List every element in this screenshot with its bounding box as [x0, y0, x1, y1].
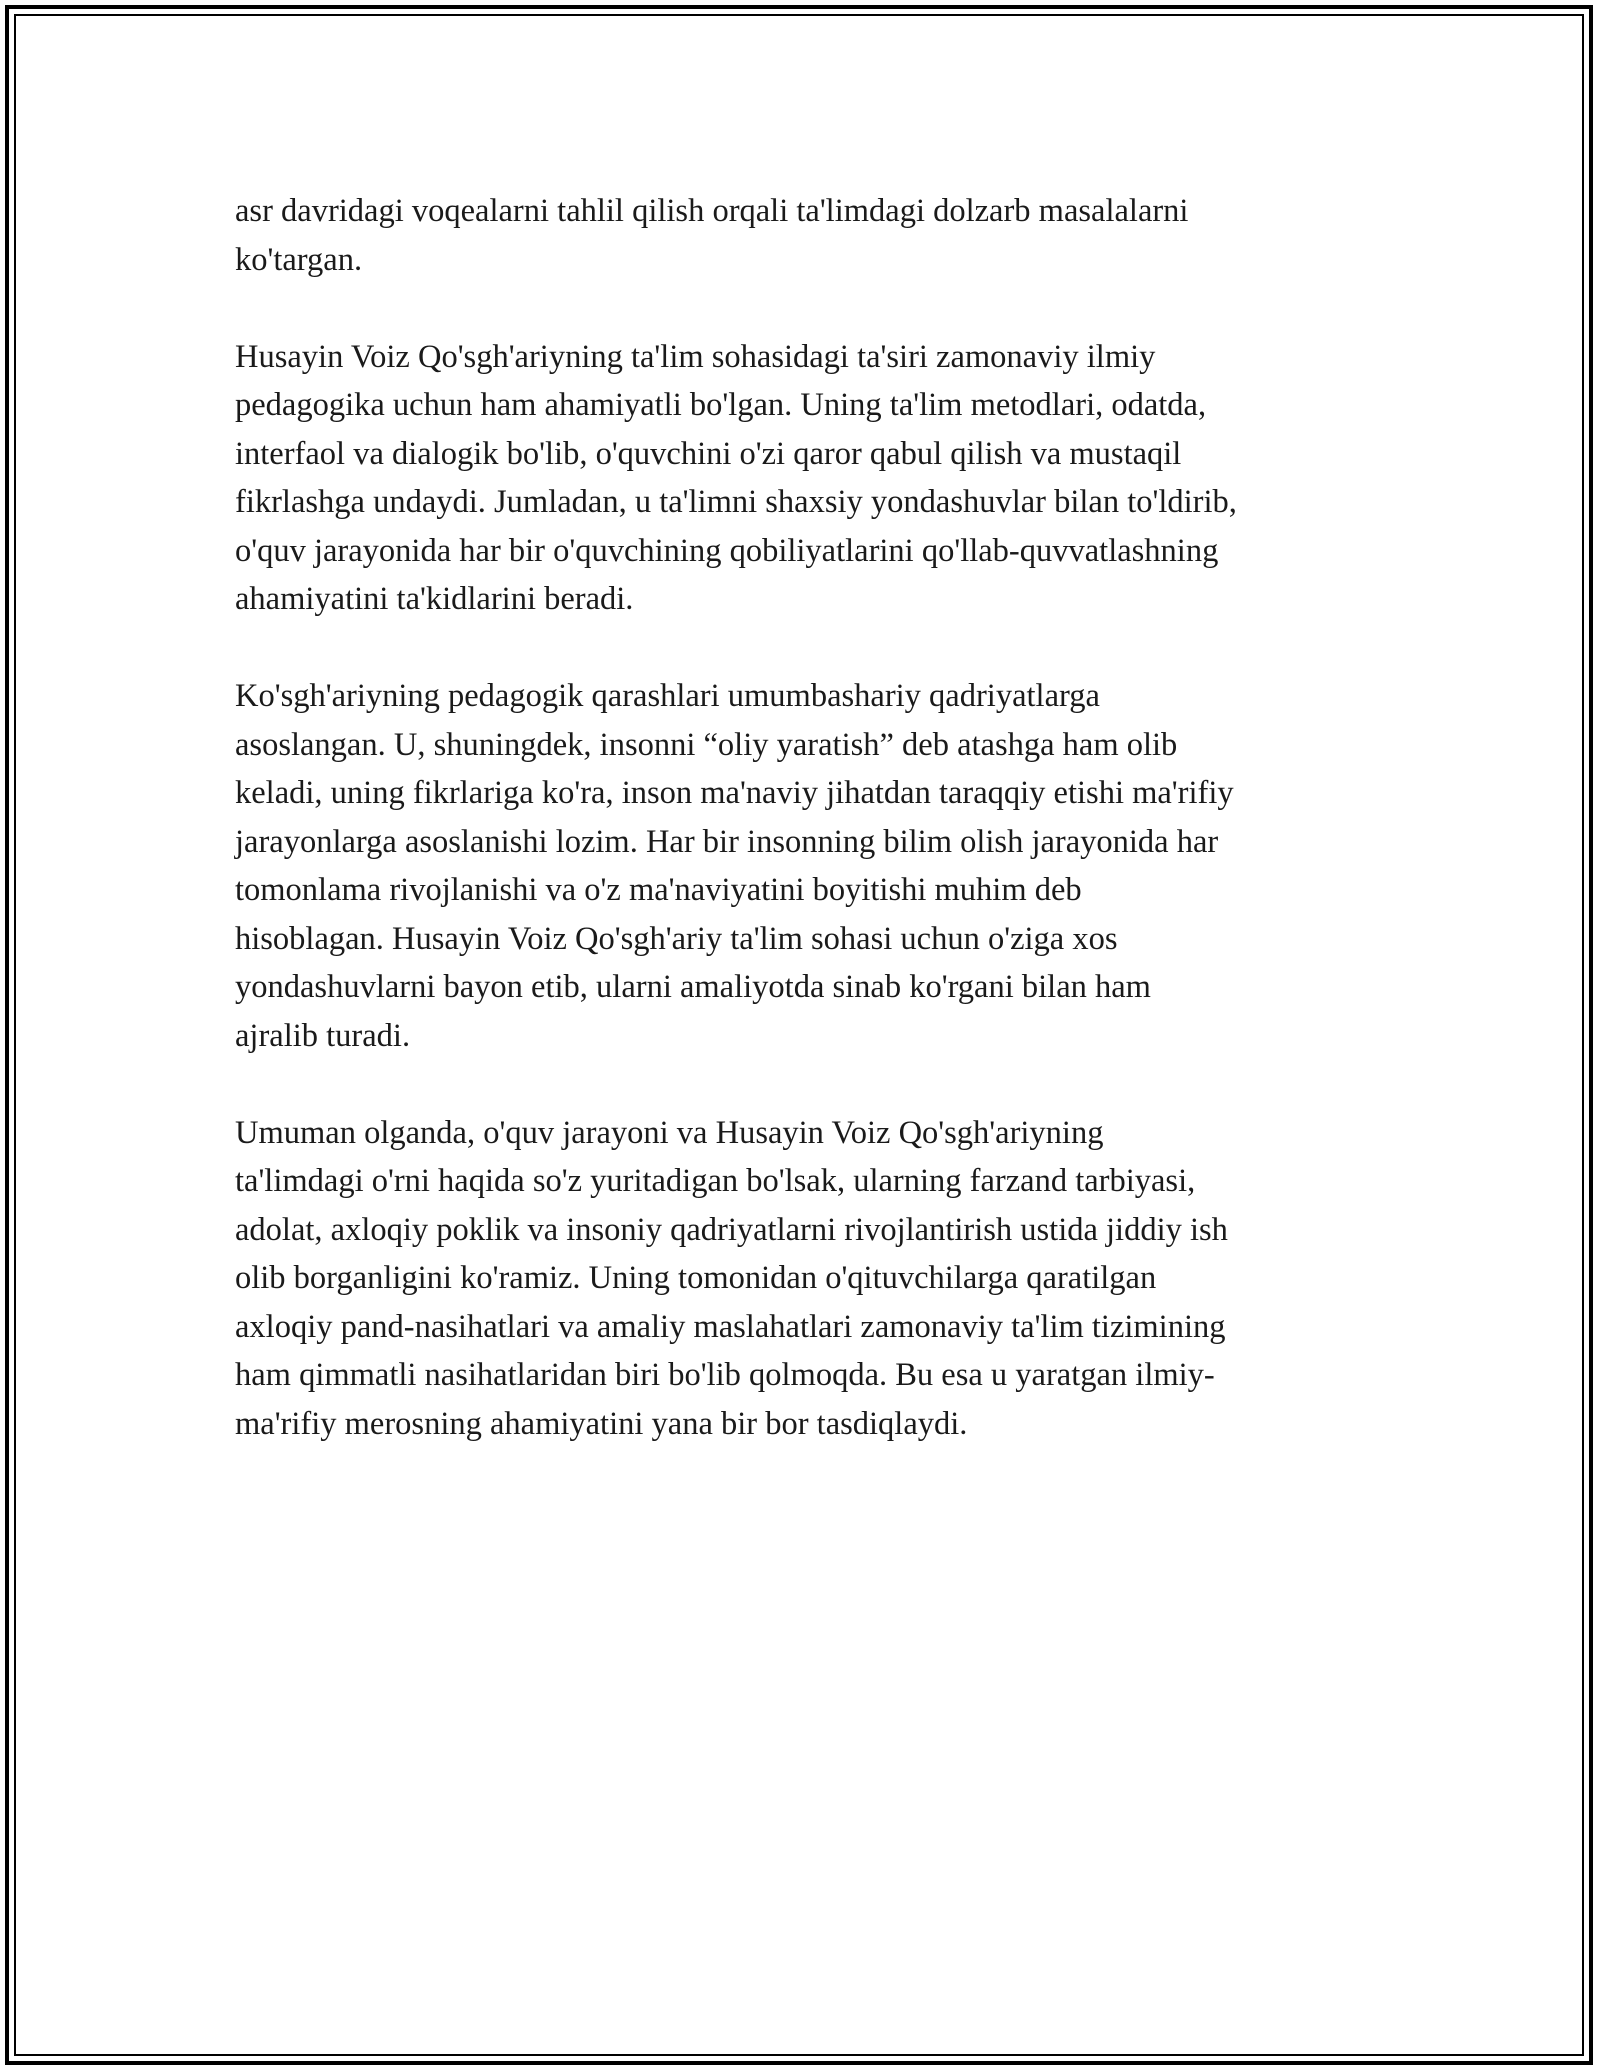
document-body: [235, 187, 1370, 1497]
paragraph-3: Ko'sgh'ariyning pedagogik qarashlari umumbashariy qadriyatlarga asoslangan. U, shuningdek, insonni “oliy yaratish” deb atashga ham olib keladi, uning fikrlariga ko'ra, inson ma'naviy jihatdan taraqqiy etishi ma'rifiy jarayonlarga asoslanishi lozim. Har bir insonning bilim olish jarayonida har tomonlama rivojlanishi va o'z ma'naviyatini boyitishi muhim deb hisoblagan. Husayin Voiz Qo'sgh'ariy ta'lim sohasi uchun o'ziga xos yondashuvlarni bayon etib, ularni amaliyotda sinab ko'rgani bilan ham ajralib turadi.: [235, 678, 1234, 1054]
paragraph-4: Umuman olganda, o'quv jarayoni va Husayin Voiz Qo'sgh'ariyning ta'limdagi o'rni haqida so'z yuritadigan bo'lsak, ularning farzand tarbiyasi, adolat, axloqiy poklik va insoniy qadriyatlarni rivojlantirish ustida jiddiy ish olib borganligini ko'ramiz. Uning tomonidan o'qituvchilarga qaratilgan axloqiy pand-nasihatlari va amaliy maslahatlari zamonaviy ta'lim tizimining ham qimmatli nasihatlaridan biri bo'lib qolmoqda. Bu esa u yaratgan ilmiy- ma'rifiy merosning ahamiyatini yana bir bor tasdiqlaydi.: [235, 1114, 1228, 1442]
paragraph-1: asr davridagi voqealarni tahlil qilish orqali ta'limdagi dolzarb masalalarni ko'targan.: [235, 193, 1189, 278]
paragraph-2: Husayin Voiz Qo'sgh'ariyning ta'lim sohasidagi ta'siri zamonaviy ilmiy pedagogika uchun ham ahamiyatli bo'lgan. Uning ta'lim metodlari, odatda, interfaol va dialogik bo'lib, o'quvchini o'zi qaror qabul qilish va mustaqil fikrlashga undaydi. Jumladan, u ta'limni shaxsiy yondashuvlar bilan to'ldirib, o'quv jarayonida har bir o'quvchining qobiliyatlarini qo'llab-quvvatlashning ahamiyatini ta'kidlarini beradi.: [235, 338, 1237, 617]
